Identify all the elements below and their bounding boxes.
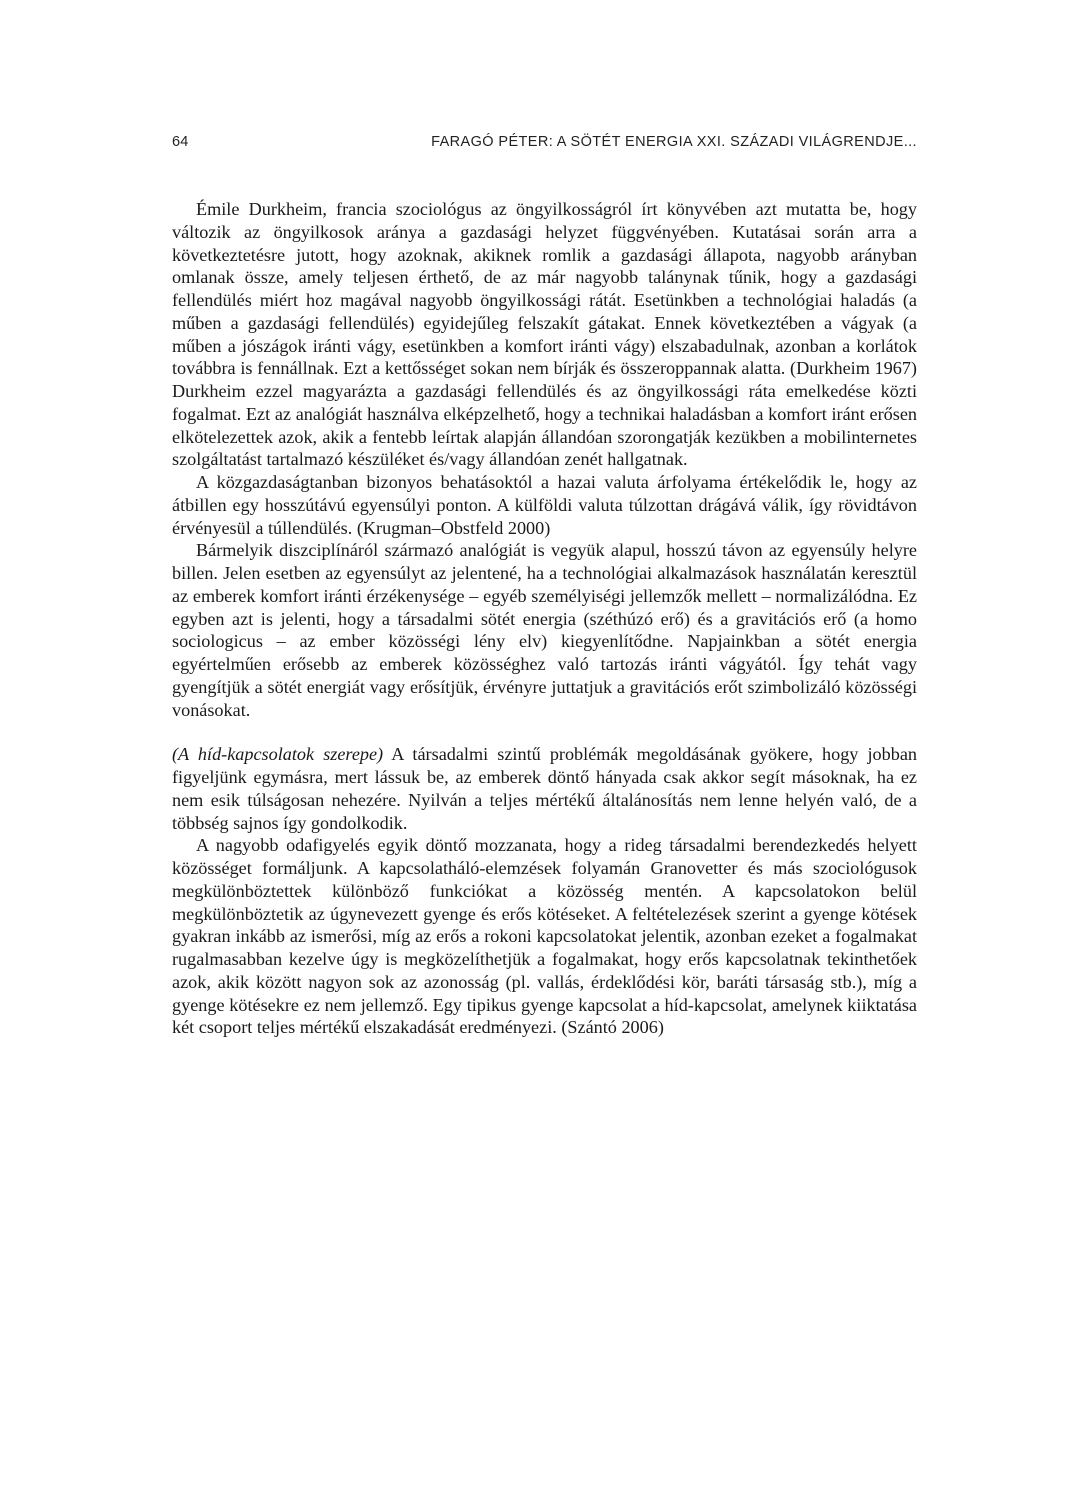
section-paragraph-text: A társadalmi szintű problémák megoldásának gyökere, hogy jobban figyeljünk egymásra, mert lássuk be, az emberek döntő hányada csak akkor segít másoknak, ha ez nem esik túlságosan nehezére. Nyilván a teljes mértékű általánosítás nem lenne helyén való, de a többség sajnos így gondolkodik. bbox=[172, 744, 917, 833]
paragraph: A közgazdaságtanban bizonyos behatásoktól a hazai valuta árfolyama értékelődik le, hogy az átbillen egy hosszútávú egyensúlyi ponton. A külföldi valuta túlzottan drágává válik, így rövidtávon érvényesül a túllendülés. (Krugman–Obstfeld 2000) bbox=[172, 472, 917, 538]
paragraph: A nagyobb odafigyelés egyik döntő mozzanata, hogy a rideg társadalmi berendezkedés helyett közösséget formáljunk. A kapcsolatháló-elemzések folyamán Granovetter és más szociológusok megkülönböztettek különböző funkciókat a közösség mentén. A kapcsolatokon belül megkülönböztetik az úgynevezett gyenge és erős kötéseket. A feltételezések szerint a gyenge kötések gyakran inkább az ismerősi, míg az erős a rokoni kapcsolatokat jelentik, azonban ezeket a fogalmakat rugalmasabban kezelve úgy is megközelíthetjük a fogalmakat, hogy erős kapcsolatnak tekinthetőek azok, akik között nagyon sok az azonosság (pl. vallás, érdeklődési kör, baráti társaság stb.), míg a gyenge kötésekre ez nem jellemző. Egy tipikus gyenge kapcsolat a híd-kapcsolat, amelynek kiiktatása két csoport teljes mértékű elszakadását eredményezi. (Szántó 2006) bbox=[172, 835, 917, 1038]
section-paragraph bbox=[172, 743, 917, 834]
running-title: FARAGÓ PÉTER: A SÖTÉT ENERGIA XXI. SZÁZADI VILÁGRENDJE... bbox=[431, 134, 917, 150]
paragraph: Émile Durkheim, francia szociológus az öngyilkosságról írt könyvében azt mutatta be, hogy változik az öngyilkosok aránya a gazdasági helyzet függvényében. Kutatásai során arra a következtetésre jutott, hogy azoknak, akiknek romlik a gazdasági állapota, nagyobb arányban omlanak össze, amely teljesen érthető, de az már nagyobb talánynak tűnik, hogy a gazdasági fellendülés miért hoz magával nagyobb öngyilkossági rátát. Esetünkben a technológiai haladás (a műben a gazdasági fellendülés) egyidejűleg felszakít gátakat. Ennek következtében a vágyak (a műben a jószágok iránti vágy, esetünkben a komfort iránti vágy) elszabadulnak, azonban a korlátok továbbra is fennállnak. Ezt a kettősséget sokan nem bírják és összeroppannak alatta. (Durkheim 1967) Durkheim ezzel magyarázta a gazdasági fellendülés és az öngyilkossági ráta emelkedése közti fogalmat. Ezt az analógiát használva elképzelhető, hogy a technikai haladásban a komfort iránt erősen elkötelezettek azok, akik a fentebb leírtak alapján állandóan szorongatják kezükben a mobilinternetes szolgáltatást tartalmazó készüléket és/vagy állandóan zenét hallgatnak. bbox=[172, 199, 917, 470]
section-heading: (A híd-kapcsolatok szerepe) bbox=[172, 744, 384, 765]
body-text bbox=[172, 198, 917, 1039]
running-header bbox=[172, 134, 917, 156]
paragraph: Bármelyik diszciplínáról származó analógiát is vegyük alapul, hosszú távon az egyensúly helyre billen. Jelen esetben az egyensúlyt az jelentené, ha a technológiai alkalmazások használatán keresztül az emberek komfort iránti érzékenysége – egyéb személyiségi jellemzők mellett – normalizálódna. Ez egyben azt is jelenti, hogy a társadalmi sötét energia (széthúzó erő) és a gravitációs erő (a homo sociologicus – az ember közösségi lény elv) kiegyenlítődne. Napjainkban a sötét energia egyértelműen erősebb az emberek közösséghez való tartozás iránti vágyától. Így tehát vagy gyengítjük a sötét energiát vagy erősítjük, érvényre juttatjuk a gravitációs erőt szimbolizáló közösségi vonásokat. bbox=[172, 540, 917, 720]
page-number: 64 bbox=[172, 134, 189, 150]
